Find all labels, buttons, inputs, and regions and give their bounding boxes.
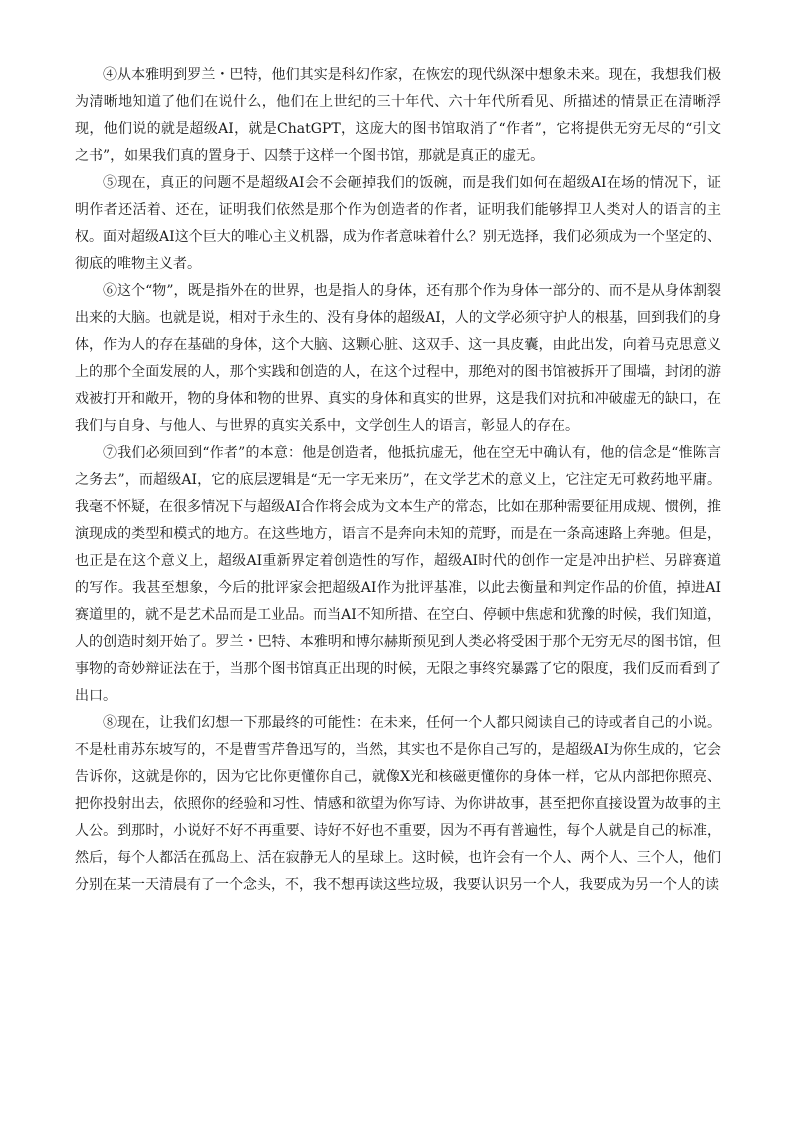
paragraph-8: ⑧现在，让我们幻想一下那最终的可能性：在未来，任何一个人都只阅读自己的诗或者自己的小说。不是杜甫苏东坡写的，不是曹雪芹鲁迅写的，当然，其实也不是你自己写的，是超级AI为你生成的，它会告诉你，这就是你的，因为它比你更懂你自己，就像X光和核磁更懂你的身体一样，它从内部把你照亮、把你投射出去，依照你的经验和习性、情感和欲望为你写诗、为你讲故事，甚至把你直接设置为故事的主人公。到那时，小说好不好不再重要、诗好不好也不重要，因为不再有普遍性，每个人就是自己的标准，然后，每个人都活在孤岛上、活在寂静无人的星球上。这时候，也许会有一个人、两个人、三个人，他们分别在某一天清晨有了一个念头，不，我不想再读这些垃圾，我要认识另一个人，我要成为另一个人的读 — [75, 715, 721, 893]
paragraph-6: ⑥这个“物”，既是指外在的世界，也是指人的身体，还有那个作为身体一部分的、而不是从身体割裂出来的大脑。也就是说，相对于永生的、没有身体的超级AI，人的文学必须守护人的根基，回到我们的身体，作为人的存在基础的身体，这个大脑、这颗心脏、这双手、这一具皮囊，由此出发，向着马克思意义上的那个全面发展的人，那个实践和创造的人，在这个过程中，那绝对的图书馆被拆开了围墙，封闭的游戏被打开和敞开，物的身体和物的世界、真实的身体和真实的世界，这是我们对抗和冲破虚无的缺口，在我们与自身、与他人、与世界的真实关系中，文学创生人的语言，彰显人的存在。 — [75, 283, 721, 434]
document-body — [75, 62, 721, 899]
paragraph-5: ⑤现在，真正的问题不是超级AI会不会砸掉我们的饭碗，而是我们如何在超级AI在场的情况下，证明作者还活着、还在，证明我们依然是那个作为创造者的作者，证明我们能够捍卫人类对人的语言的主权。面对超级AI这个巨大的唯心主义机器，成为作者意味着什么？别无选择，我们必须成为一个坚定的、彻底的唯物主义者。 — [75, 175, 721, 272]
paragraph-4: ④从本雅明到罗兰・巴特，他们其实是科幻作家，在恢宏的现代纵深中想象未来。现在，我想我们极为清晰地知道了他们在说什么，他们在上世纪的三十年代、六十年代所看见、所描述的情景正在清晰浮现，他们说的就是超级AI，就是ChatGPT，这庞大的图书馆取消了“作者”，它将提供无穷无尽的“引文之书”，如果我们真的置身于、囚禁于这样一个图书馆，那就是真正的虚无。 — [75, 67, 721, 164]
paragraph-7: ⑦我们必须回到“作者”的本意：他是创造者，他抵抗虚无，他在空无中确认有，他的信念是“惟陈言之务去”，而超级AI，它的底层逻辑是“无一字无来历”，在文学艺术的意义上，它注定无可救药地平庸。我毫不怀疑，在很多情况下与超级AI合作将会成为文本生产的常态，比如在那种需要征用成规、惯例，推演现成的类型和模式的地方。在这些地方，语言不是奔向未知的荒野，而是在一条高速路上奔驰。但是，也正是在这个意义上，超级AI重新界定着创造性的写作，超级AI时代的创作一定是冲出护栏、另辟赛道的写作。我甚至想象，今后的批评家会把超级AI作为批评基准，以此去衡量和判定作品的价值，掉进AI赛道里的，就不是艺术品而是工业品。而当AI不知所措、在空白、停顿中焦虑和犹豫的时候，我们知道，人的创造时刻开始了。罗兰・巴特、本雅明和博尔赫斯预见到人类必将受困于那个无穷无尽的图书馆，但事物的奇妙辩证法在于，当那个图书馆真正出现的时候，无限之事终究暴露了它的限度，我们反而看到了出口。 — [75, 445, 721, 704]
